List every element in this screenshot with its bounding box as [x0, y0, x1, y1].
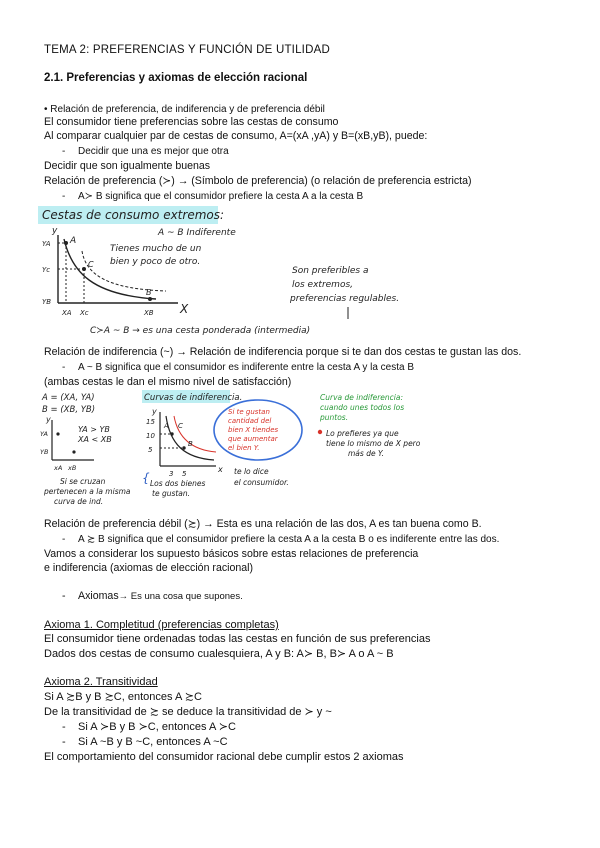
note: Son preferibles a: [292, 266, 369, 276]
list-item: - Si A ≻B y B ≻C, entonces A ≻C: [62, 721, 236, 733]
paragraph: e indiferencia (axiomas de elección racional): [44, 562, 254, 574]
note: los extremos,: [292, 280, 354, 290]
note: preferencias regulables.: [290, 294, 400, 304]
handwritten-figure-indifference: [38, 388, 558, 514]
note: Tienes mucho de un: [110, 244, 202, 254]
figure-heading: Curvas de indiferencia.: [144, 393, 243, 403]
tick: 5: [182, 470, 187, 478]
tick-yb: YB: [42, 298, 52, 306]
note: Los dos bienes: [150, 479, 206, 488]
paragraph: Dados dos cestas de consumo cualesquiera, A y B: A≻ B, B≻ A o A ~ B: [44, 648, 394, 660]
note: el consumidor.: [234, 478, 289, 487]
paragraph: (ambas cestas le dan el mismo nivel de satisfacción): [44, 376, 292, 388]
figure-heading: Cestas de consumo extremos:: [42, 208, 225, 222]
list-item: - A≻ B significa que el consumidor prefiere la cesta A a la cesta B: [62, 191, 364, 202]
document-title: TEMA 2: PREFERENCIAS Y FUNCIÓN DE UTILIDAD: [44, 44, 330, 56]
tick-xa: xA: [54, 464, 63, 472]
red-note: tiene lo mismo de X pero: [326, 439, 421, 448]
list-item: - A ≿ B significa que el consumidor prefiere la cesta A a la cesta B o es indiferente entre las dos.: [62, 534, 500, 545]
list-item: - Axiomas→ Es una cosa que supones.: [62, 590, 243, 602]
list-item-text: Decidir que una es mejor que otra: [78, 146, 229, 157]
paragraph: El consumidor tiene preferencias sobre las cestas de consumo: [44, 116, 339, 128]
paragraph: Al comparar cualquier par de cestas de consumo, A=(xA ,yA) y B=(xB,yB), puede:: [44, 130, 428, 142]
note: curva de ind.: [54, 497, 104, 506]
indifference-curve: [166, 416, 214, 460]
point-label: A: [164, 422, 169, 430]
list-item-text: Axiomas: [78, 590, 119, 602]
tick: 15: [146, 418, 155, 426]
point-a: [56, 432, 59, 435]
label-a: A: [70, 236, 77, 246]
paragraph: Relación de indiferencia (~) → Relación de indiferencia porque si te dan dos cestas te gustan las dos.: [44, 346, 522, 358]
x-axis-label: X: [180, 302, 189, 316]
list-item-text: Si A ≻B y B ≻C, entonces A ≻C: [78, 721, 236, 733]
point-b: [72, 450, 75, 453]
point-c: [82, 267, 86, 271]
axiom-1-title: Axioma 1. Completitud (preferencias completas): [44, 619, 279, 631]
condition: YA > YB: [78, 425, 110, 434]
list-item: - Decidir que una es mejor que otra: [62, 146, 229, 157]
y-axis-label: y: [52, 226, 58, 236]
cloud-text: bien X tiendes: [228, 426, 279, 434]
list-item: - A ~ B significa que el consumidor es indiferente entre la cesta A y la cesta B: [62, 362, 415, 373]
red-note: más de Y.: [348, 449, 384, 458]
list-item-text: A ~ B significa que el consumidor es indiferente entre la cesta A y la cesta B: [78, 362, 415, 373]
section-heading: 2.1. Preferencias y axiomas de elección racional: [44, 72, 308, 84]
point-a: [64, 241, 68, 245]
note: te lo dice: [234, 467, 269, 476]
paragraph: Si A ≿B y B ≿C, entonces A ≿C: [44, 691, 202, 703]
tick-yc: Yc: [42, 266, 51, 274]
cloud-text: el bien Y.: [228, 444, 260, 452]
note: bien y poco de otro.: [110, 257, 201, 267]
figure-caption: C≻A ~ B → es una cesta ponderada (intermedia): [90, 326, 311, 336]
relation-note: A ~ B Indiferente: [158, 228, 236, 238]
point-label: C: [178, 422, 183, 430]
y-axis-label: y: [46, 415, 51, 424]
tick-yb: YB: [40, 448, 49, 456]
condition: XA < XB: [78, 435, 112, 444]
green-note: puntos.: [320, 413, 349, 422]
tick-xc: Xc: [80, 309, 89, 317]
cloud-text: Si te gustan: [228, 408, 270, 416]
tick-ya: YA: [42, 240, 51, 248]
tick-xb: XB: [144, 309, 154, 317]
list-item-text: Si A ~B y B ~C, entonces A ~C: [78, 736, 228, 748]
point: [170, 432, 173, 435]
list-item-text: → Es una cosa que supones.: [118, 591, 243, 602]
paragraph: • Relación de preferencia, de indiferencia y de preferencia débil: [44, 104, 325, 115]
cloud-text: cantidad del: [228, 417, 272, 425]
list-item-text: A ≿ B significa que el consumidor prefiere la cesta A a la cesta B o es indiferente entre las dos.: [78, 534, 500, 545]
tick-xb: xB: [68, 464, 77, 472]
tick-ya: YA: [40, 430, 48, 438]
paragraph: Vamos a considerar los supuesto básicos sobre estas relaciones de preferencia: [44, 548, 419, 560]
y-axis-label: y: [152, 407, 157, 416]
paragraph: Relación de preferencia débil (≿) → Esta es una relación de las dos, A es tan buena como B.: [44, 518, 482, 530]
green-note: Curva de indiferencia:: [320, 393, 403, 402]
tick: 10: [146, 432, 155, 440]
point-label: B: [188, 440, 193, 448]
tick-xa: XA: [62, 309, 72, 317]
green-note: cuando unes todos los: [320, 403, 405, 412]
paragraph: Decidir que son igualmente buenas: [44, 160, 211, 172]
handwritten-figure-extremes: [38, 203, 468, 343]
tick: 5: [148, 446, 153, 454]
b-definition: B = (XB, YB): [42, 405, 96, 415]
paragraph: De la transitividad de ≿ se deduce la transitividad de ≻ y ~: [44, 706, 332, 718]
note: te gustan.: [152, 489, 191, 498]
note: Si se cruzan: [60, 477, 106, 486]
list-item-text: A≻ B significa que el consumidor prefiere la cesta A a la cesta B: [78, 191, 364, 202]
tick: 3: [169, 470, 174, 478]
point: [182, 446, 185, 449]
cloud-text: que aumentar: [228, 435, 278, 443]
note: pertenecen a la misma: [44, 487, 131, 496]
a-definition: A = (XA, YA): [42, 393, 95, 403]
paragraph: El consumidor tiene ordenadas todas las cestas en función de sus preferencias: [44, 633, 431, 645]
point-b: [148, 297, 152, 301]
paragraph: El comportamiento del consumidor racional debe cumplir estos 2 axiomas: [44, 751, 404, 763]
list-item: - Si A ~B y B ~C, entonces A ~C: [62, 736, 228, 748]
axiom-2-title: Axioma 2. Transitividad: [44, 676, 158, 688]
label-b: B: [146, 288, 152, 297]
red-dot: [318, 430, 322, 434]
blue-bracket: {: [142, 471, 150, 485]
red-note: Lo prefieres ya que: [326, 429, 399, 438]
paragraph: Relación de preferencia (≻) → (Símbolo de preferencia) (o relación de preferencia estricta): [44, 175, 472, 187]
label-c: C: [88, 260, 94, 269]
x-axis-label: x: [218, 465, 223, 474]
